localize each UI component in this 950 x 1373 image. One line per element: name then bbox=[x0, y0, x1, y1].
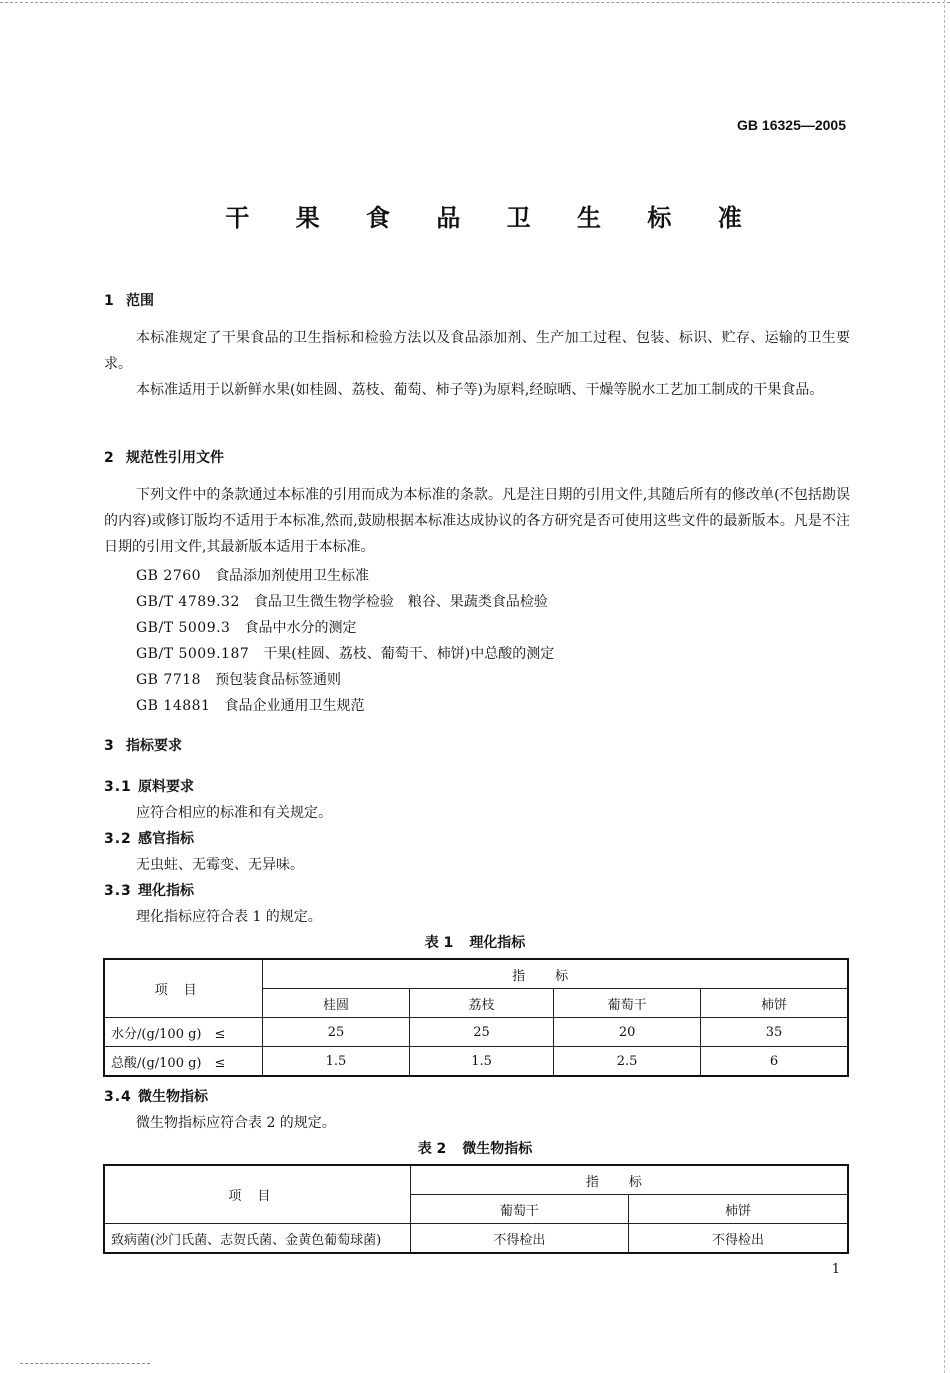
section-title: 指标要求 bbox=[126, 738, 182, 754]
table-microbiological bbox=[103, 1164, 849, 1254]
subsection-3-1-heading: 3.1 原料要求 bbox=[104, 779, 194, 795]
table-row bbox=[104, 1224, 848, 1254]
subsection-3-4-heading: 3.4 微生物指标 bbox=[104, 1089, 208, 1105]
scan-edge-top bbox=[0, 2, 950, 4]
page-number: 1 bbox=[831, 1262, 840, 1277]
table-cell: 25 bbox=[409, 1018, 554, 1047]
section-2-paragraph: 下列文件中的条款通过本标准的引用而成为本标准的条款。凡是注日期的引用文件,其随后所有的修改单(不包括勘误的内容)或修订版均不适用于本标准,然而,鼓励根据本标准达成协议的各方研究是否可使用这些文件的最新版本。凡是不注日期的引用文件,其最新版本适用于本标准。 bbox=[104, 487, 850, 555]
reference-item: GB 14881 食品企业通用卫生规范 bbox=[136, 698, 365, 714]
table-1-caption: 表 1 理化指标 bbox=[424, 935, 526, 951]
row-label: 总酸/(g/100 g) ≤ bbox=[104, 1047, 263, 1077]
table-header-item: 项目 bbox=[104, 959, 263, 1018]
section-3-heading bbox=[104, 735, 182, 755]
table-column-header: 葡萄干 bbox=[410, 1195, 628, 1224]
section-1-paragraph-1: 本标准规定了干果食品的卫生指标和检验方法以及食品添加剂、生产加工过程、包装、标识、贮存、运输的卫生要求。 bbox=[104, 330, 850, 372]
subsection-3-1-text: 应符合相应的标准和有关规定。 bbox=[136, 805, 332, 821]
row-label: 致病菌(沙门氏菌、志贺氏菌、金黄色葡萄球菌) bbox=[104, 1224, 410, 1254]
table-2-caption: 表 2 微生物指标 bbox=[417, 1141, 533, 1157]
subsection-3-3-heading: 3.3 理化指标 bbox=[104, 883, 194, 899]
document-title: 干 果 食 品 卫 生 标 准 bbox=[225, 204, 761, 232]
section-title: 范围 bbox=[126, 293, 154, 309]
section-1-heading bbox=[104, 290, 154, 310]
section-title: 规范性引用文件 bbox=[126, 450, 224, 466]
table-header-index: 指标 bbox=[410, 1165, 848, 1195]
section-1-paragraph-2: 本标准适用于以新鲜水果(如桂圆、荔枝、葡萄、柿子等)为原料,经晾晒、干燥等脱水工艺加工制成的干果食品。 bbox=[136, 382, 824, 398]
section-2-heading bbox=[104, 447, 224, 467]
scan-edge-bottom bbox=[20, 1363, 150, 1365]
table-column-header: 荔枝 bbox=[409, 989, 554, 1018]
table-cell: 25 bbox=[263, 1018, 410, 1047]
table-column-header: 葡萄干 bbox=[554, 989, 701, 1018]
table-cell: 不得检出 bbox=[629, 1224, 848, 1254]
table-cell: 2.5 bbox=[554, 1047, 701, 1077]
section-number: 2 bbox=[104, 450, 114, 466]
table-cell: 1.5 bbox=[409, 1047, 554, 1077]
row-label: 水分/(g/100 g) ≤ bbox=[104, 1018, 263, 1047]
table-cell: 6 bbox=[700, 1047, 848, 1077]
standard-code: GB 16325—2005 bbox=[737, 117, 846, 133]
reference-item: GB/T 5009.187 干果(桂圆、荔枝、葡萄干、柿饼)中总酸的测定 bbox=[136, 646, 555, 662]
reference-item: GB 7718 预包装食品标签通则 bbox=[136, 672, 342, 688]
table-row bbox=[104, 1047, 848, 1077]
subsection-3-3-text: 理化指标应符合表 1 的规定。 bbox=[136, 909, 322, 925]
reference-item: GB/T 4789.32 食品卫生微生物学检验 粮谷、果蔬类食品检验 bbox=[136, 594, 548, 610]
table-column-header: 柿饼 bbox=[629, 1195, 848, 1224]
table-cell: 20 bbox=[554, 1018, 701, 1047]
table-column-header: 桂圆 bbox=[263, 989, 410, 1018]
table-row bbox=[104, 1018, 848, 1047]
table-cell: 35 bbox=[700, 1018, 848, 1047]
reference-item: GB/T 5009.3 食品中水分的测定 bbox=[136, 620, 357, 636]
subsection-3-4-text: 微生物指标应符合表 2 的规定。 bbox=[136, 1115, 336, 1131]
table-header-item: 项目 bbox=[104, 1165, 410, 1224]
reference-item: GB 2760 食品添加剂使用卫生标准 bbox=[136, 568, 370, 584]
table-cell: 1.5 bbox=[263, 1047, 410, 1077]
subsection-3-2-text: 无虫蛀、无霉变、无异味。 bbox=[136, 857, 304, 873]
table-physicochemical bbox=[103, 958, 849, 1077]
subsection-3-2-heading: 3.2 感官指标 bbox=[104, 831, 194, 847]
section-number: 1 bbox=[104, 293, 114, 309]
table-header-index: 指标 bbox=[263, 959, 848, 989]
section-number: 3 bbox=[104, 738, 114, 754]
table-column-header: 柿饼 bbox=[700, 989, 848, 1018]
table-cell: 不得检出 bbox=[410, 1224, 628, 1254]
